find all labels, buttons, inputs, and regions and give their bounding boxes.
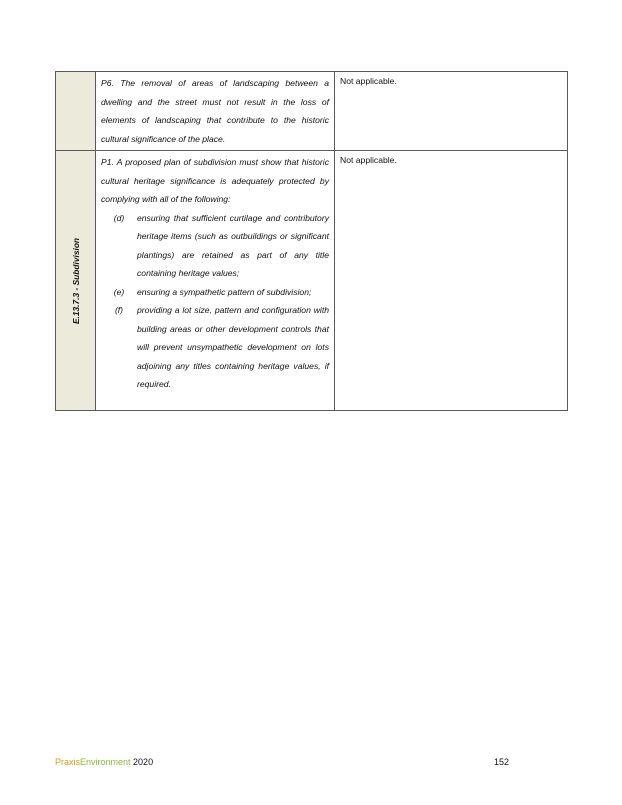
table-row	[56, 72, 568, 151]
response-text: Not applicable.	[340, 76, 397, 86]
list-item	[101, 283, 329, 302]
list-item-text: ensuring that sufficient curtilage and contributory heritage items (such as outbuildings or significant plantings) are retained as part of any title containing heritage values;	[137, 212, 329, 278]
criteria-block	[96, 151, 334, 396]
assessment-table	[55, 71, 568, 411]
footer-brand	[55, 757, 153, 767]
list-item	[101, 301, 329, 394]
section-label-cell	[56, 151, 96, 411]
brand-part-1: Praxis	[55, 757, 81, 767]
list-item-text: ensuring a sympathetic pattern of subdivision;	[137, 286, 312, 297]
criteria-text: P6. The removal of areas of landscaping between a dwelling and the street must not result in the loss of elements of landscaping that contribute to the historic cultural significance of the place.	[101, 78, 329, 144]
list-item-text: providing a lot size, pattern and configuration with building areas or other development controls that will prevent unsympathetic development on lots adjoining any titles containing heritage values, if required.	[137, 305, 329, 389]
list-item-label: (d)	[113, 212, 125, 223]
criteria-cell	[96, 151, 335, 411]
brand-part-2: Environment	[80, 757, 131, 767]
section-label-cell	[56, 72, 96, 151]
page-number: 152	[494, 757, 510, 767]
table-row	[56, 151, 568, 411]
list-item-label: (f)	[114, 305, 124, 315]
list-item	[101, 209, 329, 283]
section-label: E.13.7.3 - Subdivision	[70, 237, 81, 324]
response-cell	[335, 151, 568, 411]
criteria-intro: P1. A proposed plan of subdivision must show that historic cultural heritage significance is adequately protected by complying with all of the following:	[101, 157, 329, 204]
criteria-cell	[96, 72, 335, 151]
footer-year: 2020	[130, 757, 154, 767]
response-cell	[335, 72, 568, 151]
response-text: Not applicable.	[340, 155, 397, 165]
list-item-label: (e)	[113, 286, 125, 297]
